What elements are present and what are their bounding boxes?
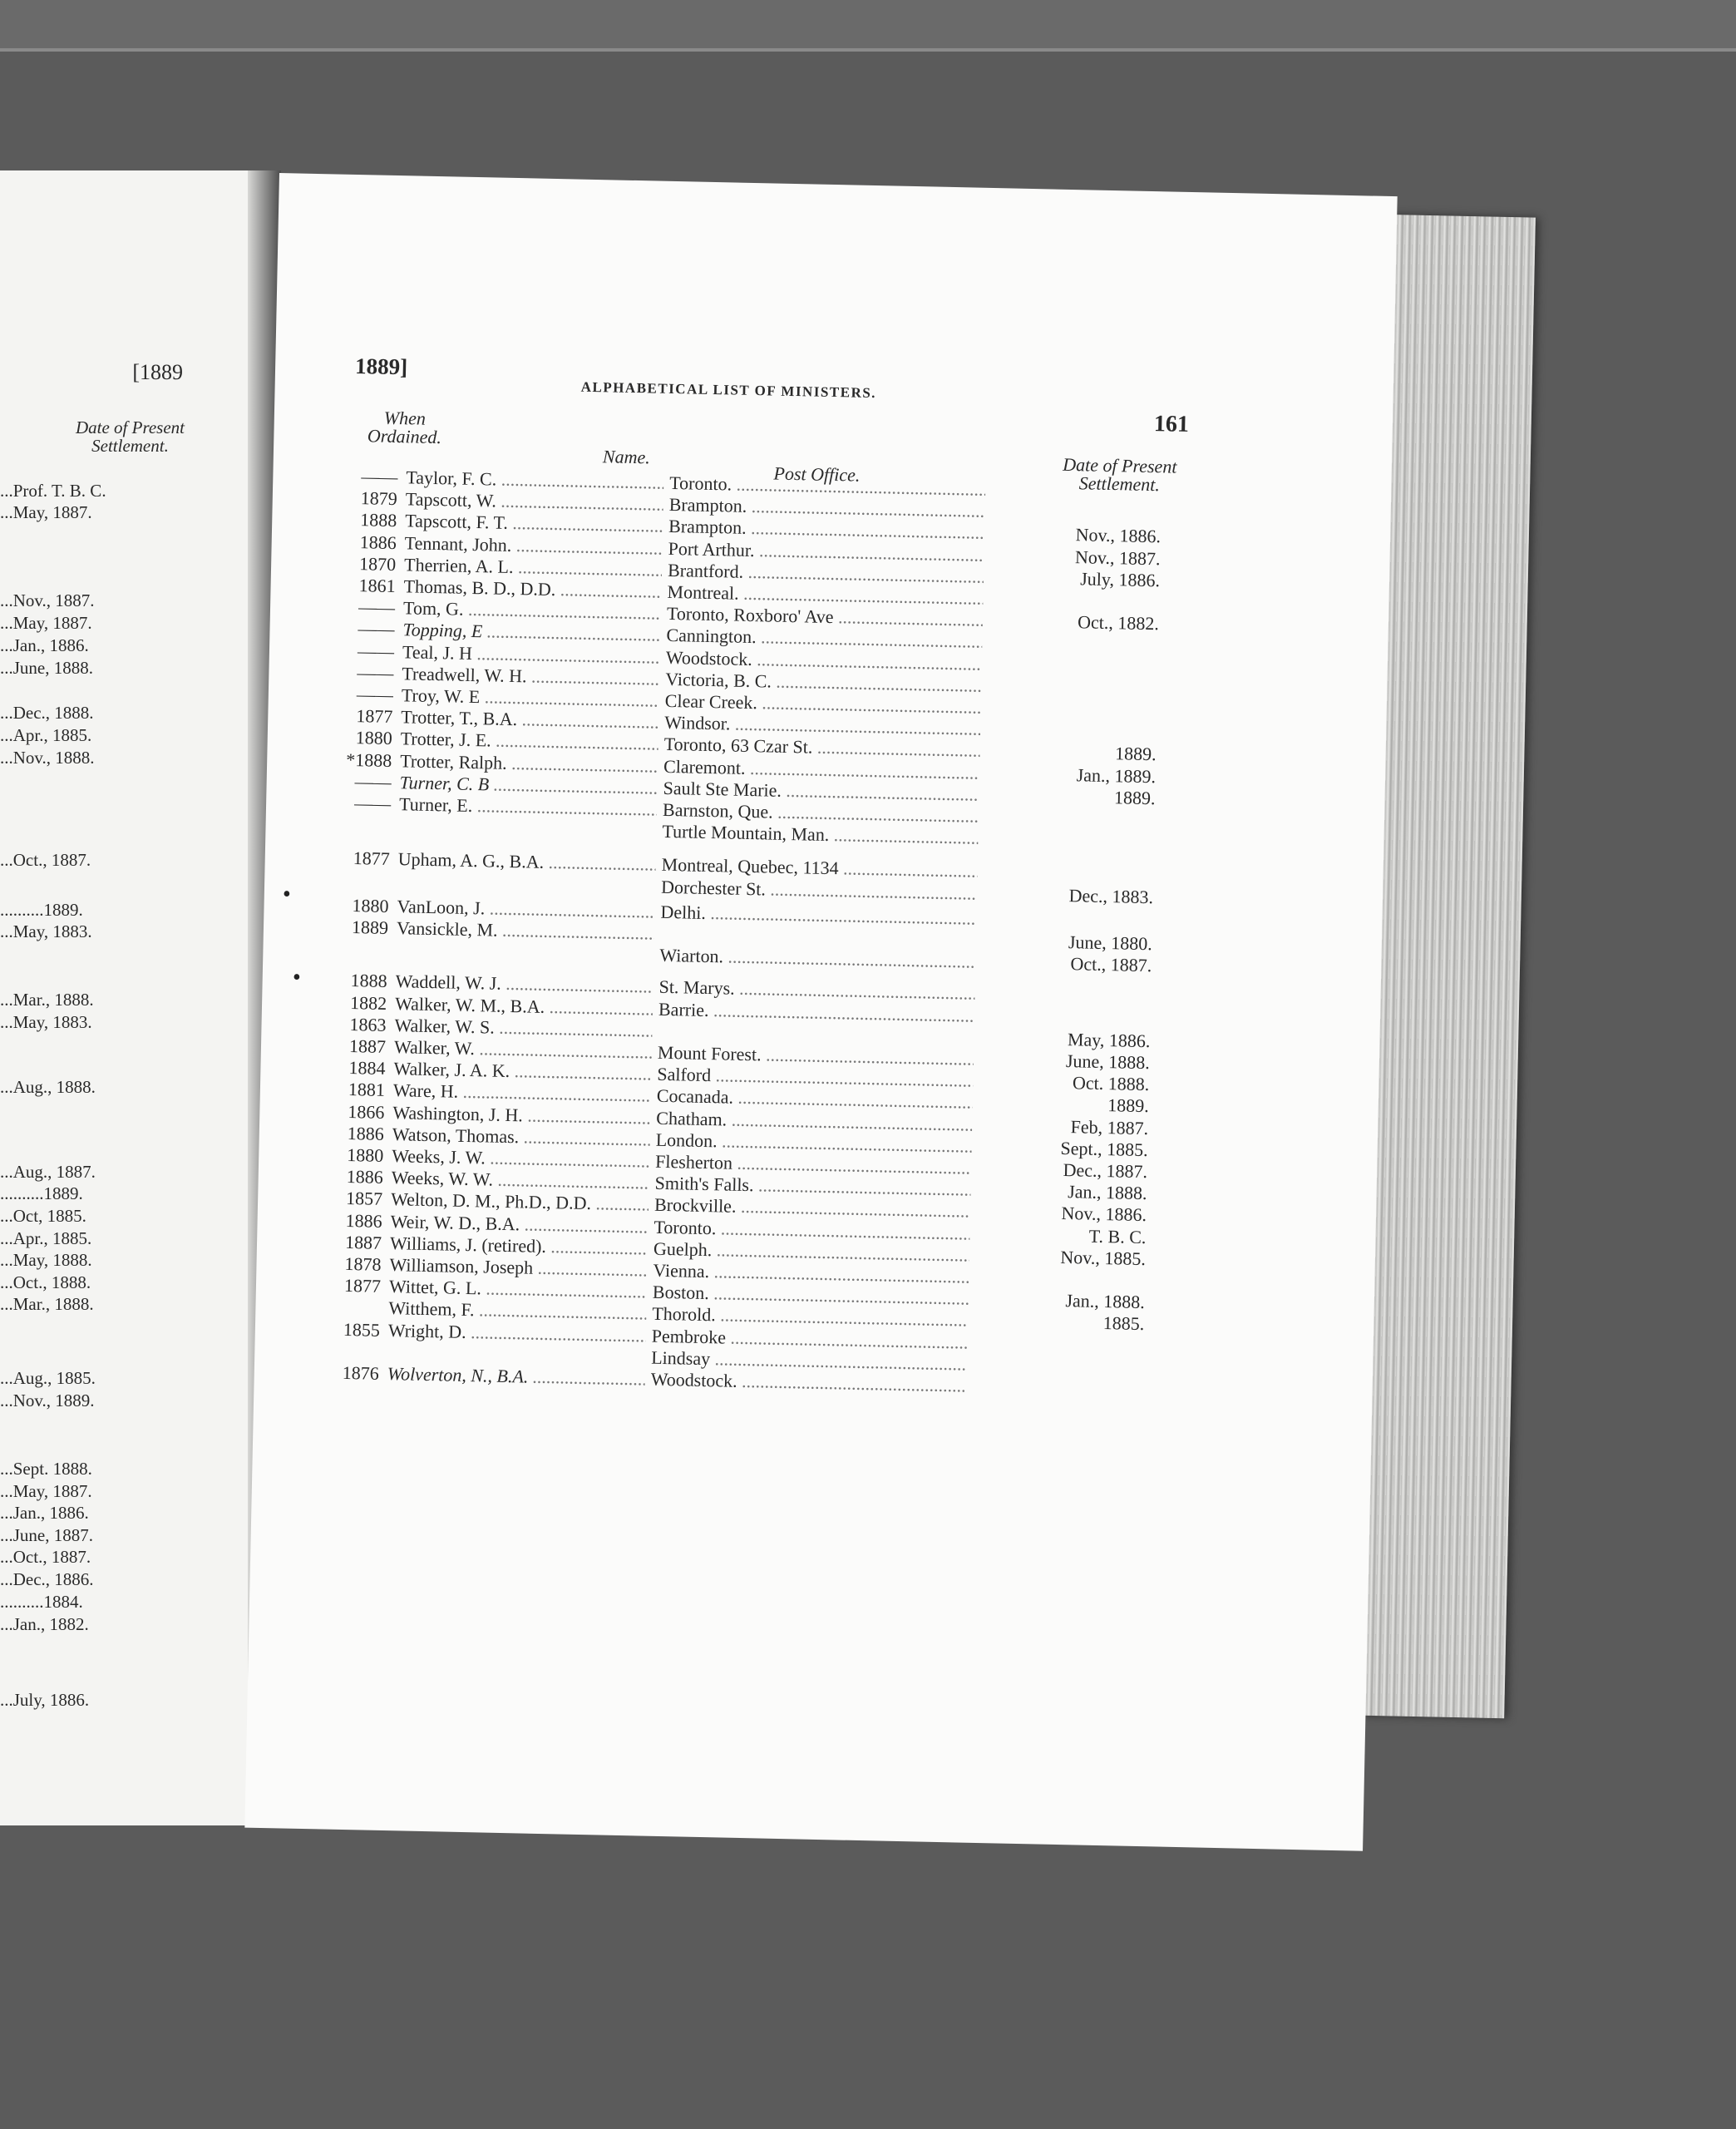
minister-name: Williams, J. (retired). ..... xyxy=(390,1232,648,1259)
ordained-year: —— xyxy=(356,684,394,706)
minister-name: Watson, Thomas. ..... xyxy=(392,1124,650,1150)
ordained-year: 1882 xyxy=(349,991,387,1014)
previous-page-entry: ...Sept. 1888. xyxy=(0,1459,92,1479)
margin-ink-mark: • xyxy=(293,965,301,990)
post-office: Clear Creek. ..... xyxy=(665,690,981,719)
previous-page-entry: ...Nov., 1887. xyxy=(0,590,95,610)
minister-name: Walker, J. A. K. ..... xyxy=(393,1058,651,1084)
post-office: Woodstock. ..... xyxy=(650,1369,966,1397)
post-office: Victoria, B. C. ..... xyxy=(665,669,981,697)
post-office: Montreal, Quebec, 1134 ..... xyxy=(661,854,977,882)
minister-name: Turner, C. B ..... xyxy=(399,772,657,798)
minister-name: Weeks, W. W. ..... xyxy=(391,1167,649,1193)
minister-name: Tapscott, F. T. ..... xyxy=(405,511,663,537)
ordained-year: 1887 xyxy=(348,1035,387,1057)
ordained-year: 1880 xyxy=(352,894,389,916)
previous-page-entry: ...May, 1887. xyxy=(0,613,92,633)
ordained-year: 1870 xyxy=(358,552,397,575)
previous-page xyxy=(0,170,268,1825)
ordained-year xyxy=(338,938,388,939)
settlement-date: Oct., 1882. xyxy=(989,610,1159,635)
settlement-date: Dec., 1883. xyxy=(984,883,1153,908)
post-office: Brockville. ..... xyxy=(654,1194,970,1223)
page-161 xyxy=(244,173,1397,1851)
ordained-year: 1861 xyxy=(358,575,396,597)
settlement-date: Nov., 1886. xyxy=(991,522,1161,547)
previous-page-entry: ...Aug., 1888. xyxy=(0,1077,96,1097)
column-header-date-of-settlement: Date of Present Settlement. xyxy=(1062,453,1177,496)
page-year-header: 1889] xyxy=(354,353,408,380)
ordained-year: 1888 xyxy=(360,509,397,531)
ordained-year: 1884 xyxy=(348,1057,386,1079)
ordained-year: —— xyxy=(361,466,398,488)
post-office: Claremont. ..... xyxy=(663,755,979,783)
minister-name: Tennant, John. ..... xyxy=(404,532,662,559)
ordained-year: 1877 xyxy=(343,1275,382,1297)
minister-name: Treadwell, W. H. ..... xyxy=(402,663,659,689)
minister-name: Taylor, F. C. ..... xyxy=(406,467,663,493)
previous-page-column-header: Date of Present Settlement. xyxy=(75,417,185,456)
post-office: Cannington. ..... xyxy=(666,625,982,653)
post-office: Boston. ..... xyxy=(653,1282,969,1310)
post-office: Guelph. ..... xyxy=(653,1238,969,1267)
previous-page-entry: ...Jan., 1882. xyxy=(0,1614,89,1634)
settlement-date: Oct., 1887. xyxy=(982,951,1152,976)
ordained-year: —— xyxy=(354,770,392,793)
minister-name: Thomas, B. D., D.D. ..... xyxy=(403,575,661,602)
scanner-edge-line xyxy=(0,48,1736,52)
settlement-date: Nov., 1887. xyxy=(990,545,1160,570)
previous-page-entry: ...Nov., 1889. xyxy=(0,1391,95,1410)
previous-page-entry: ...Oct., 1887. xyxy=(0,850,91,870)
column-header-name: Name. xyxy=(602,446,651,468)
post-office: Montreal. ..... xyxy=(667,581,983,610)
ordained-year: 1889 xyxy=(351,916,389,938)
ordained-year: 1857 xyxy=(345,1188,383,1210)
settlement-date: 1889. xyxy=(986,740,1156,765)
previous-page-entry: ...Dec., 1886. xyxy=(0,1569,94,1589)
minister-name: Welton, D. M., Ph.D., D.D. ..... xyxy=(391,1188,649,1215)
minister-name: Wright, D. ..... xyxy=(388,1320,646,1346)
minister-name: Trotter, Ralph. ..... xyxy=(400,750,658,777)
post-office: Dorchester St. ..... xyxy=(661,876,977,904)
minister-name: Topping, E ..... xyxy=(402,620,660,646)
settlement-date: Feb, 1887. xyxy=(979,1114,1148,1139)
column-header-when-ordained: When Ordained. xyxy=(367,407,442,448)
minister-name: Weir, W. D., B.A. ..... xyxy=(390,1211,648,1237)
minister-name: Williamson, Joseph ..... xyxy=(389,1254,647,1281)
previous-page-entry: ...July, 1886. xyxy=(0,1690,90,1710)
post-office: Smith's Falls. ..... xyxy=(654,1173,970,1201)
previous-page-entry: ...Oct., 1888. xyxy=(0,1272,91,1292)
post-office: Chatham. ..... xyxy=(656,1107,972,1135)
post-office: Brampton. ..... xyxy=(668,494,984,522)
minister-name: Therrien, A. L. ..... xyxy=(404,554,662,580)
previous-page-entry: ...Jan., 1886. xyxy=(0,1503,89,1523)
post-office: Thorold. ..... xyxy=(652,1303,968,1331)
post-office: Wiarton. ..... xyxy=(659,945,975,973)
minister-name: Witthem, F. ..... xyxy=(388,1297,646,1324)
ordained-year: 1880 xyxy=(347,1144,384,1166)
ordained-year: 1886 xyxy=(359,531,397,553)
previous-page-entry: ...Apr., 1885. xyxy=(0,725,92,745)
previous-page-header: [1889 xyxy=(132,360,183,384)
settlement-date: Nov., 1885. xyxy=(976,1245,1146,1270)
post-office: Sault Ste Marie. ..... xyxy=(663,778,979,806)
post-office: Toronto, Roxboro' Ave ..... xyxy=(667,603,983,631)
minister-name: Vansickle, M. ..... xyxy=(397,917,654,944)
ordained-year: —— xyxy=(357,661,394,684)
settlement-date: Oct. 1888. xyxy=(979,1070,1149,1095)
post-office: Salford ..... xyxy=(657,1064,973,1092)
minister-name: Wittet, G. L. ..... xyxy=(389,1276,647,1302)
minister-name: Turner, E. ..... xyxy=(399,793,657,820)
post-office: Brampton. ..... xyxy=(668,516,984,544)
settlement-date: May, 1886. xyxy=(980,1027,1150,1052)
ordained-year: 1876 xyxy=(342,1361,380,1384)
ordained-year: 1888 xyxy=(350,970,387,992)
settlement-date: Jan., 1888. xyxy=(977,1179,1147,1204)
ordained-year: —— xyxy=(358,596,396,619)
minister-name: VanLoon, J. ..... xyxy=(397,896,654,922)
minister-name: Upham, A. G., B.A. ..... xyxy=(397,849,655,876)
settlement-date: July, 1886. xyxy=(990,566,1160,591)
minister-name: Trotter, J. E. ..... xyxy=(401,729,658,755)
previous-page-entry: ..........1889. xyxy=(0,1183,83,1203)
minister-name: Weeks, J. W. ..... xyxy=(392,1145,649,1172)
minister-name: Troy, W. E ..... xyxy=(402,684,659,711)
post-office: Barrie. ..... xyxy=(658,998,974,1026)
minister-name: Washington, J. H. ..... xyxy=(392,1102,650,1129)
ordained-year: —— xyxy=(357,640,395,662)
ordained-year: 1886 xyxy=(345,1209,382,1232)
previous-page-entry: ...June, 1887. xyxy=(0,1525,93,1545)
settlement-date: 1889. xyxy=(979,1092,1148,1117)
settlement-date: June, 1888. xyxy=(980,1049,1150,1074)
ordained-year: 1877 xyxy=(356,705,393,728)
post-office: Windsor. ..... xyxy=(664,712,980,740)
post-office: Pembroke ..... xyxy=(652,1325,968,1353)
ordained-year: 1863 xyxy=(349,1013,387,1035)
column-header-post-office: Post Office. xyxy=(773,462,861,486)
post-office: Toronto. ..... xyxy=(669,472,985,501)
previous-page-entry: ...June, 1888. xyxy=(0,658,93,678)
previous-page-entry: ...May, 1887. xyxy=(0,1481,92,1501)
previous-page-entry: ...Dec., 1888. xyxy=(0,703,94,723)
page-number: 161 xyxy=(1153,411,1190,437)
settlement-date: T. B. C. xyxy=(976,1223,1146,1247)
post-office: St. Marys. ..... xyxy=(658,976,974,1005)
previous-page-entry: ...Prof. T. B. C. xyxy=(0,481,106,501)
margin-ink-mark: • xyxy=(283,882,291,907)
post-office: Woodstock. ..... xyxy=(666,646,982,674)
minister-name: Walker, W. ..... xyxy=(394,1036,652,1063)
post-office: Barnston, Que. ..... xyxy=(663,799,979,827)
previous-page-entry: ...Aug., 1887. xyxy=(0,1162,96,1182)
ordained-year xyxy=(341,814,391,815)
ordained-year: —— xyxy=(358,618,395,640)
settlement-date: 1885. xyxy=(974,1310,1144,1335)
previous-page-entry: ...Mar., 1888. xyxy=(0,1294,94,1314)
minister-name: Walker, W. M., B.A. ..... xyxy=(395,993,653,1020)
ordained-year: 1886 xyxy=(346,1166,383,1188)
previous-page-entry: ...Jan., 1886. xyxy=(0,635,89,655)
ordained-year: 1877 xyxy=(353,847,391,870)
ordained-year xyxy=(330,1340,380,1341)
minister-name: Ware, H. ..... xyxy=(393,1080,651,1107)
previous-page-entry: ...May, 1887. xyxy=(0,502,92,522)
post-office: Toronto. ..... xyxy=(653,1216,969,1244)
post-office: Mount Forest. ..... xyxy=(658,1042,974,1070)
ordained-year: 1866 xyxy=(348,1100,385,1123)
ordained-year: 1879 xyxy=(360,487,398,510)
settlement-date: June, 1880. xyxy=(983,930,1152,955)
settlement-date: Nov., 1886. xyxy=(977,1201,1147,1226)
previous-page-entry: ...May, 1888. xyxy=(0,1250,92,1270)
ordained-year: 1887 xyxy=(344,1231,382,1253)
settlement-date: Jan., 1888. xyxy=(975,1288,1145,1313)
ordained-year xyxy=(339,869,389,870)
minister-name: Tom, G. ..... xyxy=(403,597,661,624)
previous-page-entry: ..........1884. xyxy=(0,1592,83,1612)
scanner-bed-top xyxy=(0,0,1736,50)
post-office: Flesherton ..... xyxy=(655,1151,971,1179)
ordained-year: —— xyxy=(353,793,392,814)
post-office: Cocanada. ..... xyxy=(657,1085,973,1114)
post-office: Lindsay ..... xyxy=(651,1346,967,1375)
minister-name: Tapscott, W. ..... xyxy=(406,488,663,515)
post-office: Port Arthur. ..... xyxy=(668,537,984,566)
ordained-year: 1878 xyxy=(344,1252,382,1275)
minister-name: Walker, W. S. ..... xyxy=(394,1015,652,1041)
minister-name: Teal, J. H ..... xyxy=(402,641,660,668)
page-title: ALPHABETICAL LIST OF MINISTERS. xyxy=(580,378,877,402)
post-office: Vienna. ..... xyxy=(653,1260,969,1288)
previous-page-entry: ...Oct., 1887. xyxy=(0,1547,91,1567)
settlement-date: 1889. xyxy=(985,784,1155,809)
minister-name: Wolverton, N., B.A. ..... xyxy=(387,1363,645,1390)
post-office: Toronto, 63 Czar St. ..... xyxy=(663,734,979,762)
ordained-year: 1880 xyxy=(355,727,393,749)
previous-page-entry: ...Mar., 1888. xyxy=(0,990,94,1010)
minister-name: Waddell, W. J. ..... xyxy=(395,971,653,998)
post-office: Delhi. ..... xyxy=(660,901,976,930)
settlement-date: Dec., 1887. xyxy=(978,1158,1147,1183)
previous-page-entry: ...Nov., 1888. xyxy=(0,748,95,768)
previous-page-entry: ...Aug., 1885. xyxy=(0,1368,96,1388)
post-office: Brantford. ..... xyxy=(668,560,984,588)
previous-page-entry: ..........1889. xyxy=(0,900,83,920)
ordained-year: 1886 xyxy=(347,1122,385,1144)
settlement-date: Sept., 1885. xyxy=(978,1136,1147,1161)
previous-page-entry: ...May, 1883. xyxy=(0,1012,92,1032)
post-office: London. ..... xyxy=(655,1129,971,1158)
previous-page-entry: ...May, 1883. xyxy=(0,921,92,941)
previous-page-entry: ...Apr., 1885. xyxy=(0,1228,92,1248)
previous-page-entry: ...Oct, 1885. xyxy=(0,1206,86,1226)
ordained-year: *1888 xyxy=(345,748,392,771)
settlement-date: Jan., 1889. xyxy=(986,763,1156,788)
ordained-year: 1881 xyxy=(348,1079,386,1101)
ordained-year: 1855 xyxy=(343,1318,381,1341)
post-office: Turtle Mountain, Man. ..... xyxy=(662,821,978,849)
minister-name: Trotter, T., B.A. ..... xyxy=(401,706,658,733)
